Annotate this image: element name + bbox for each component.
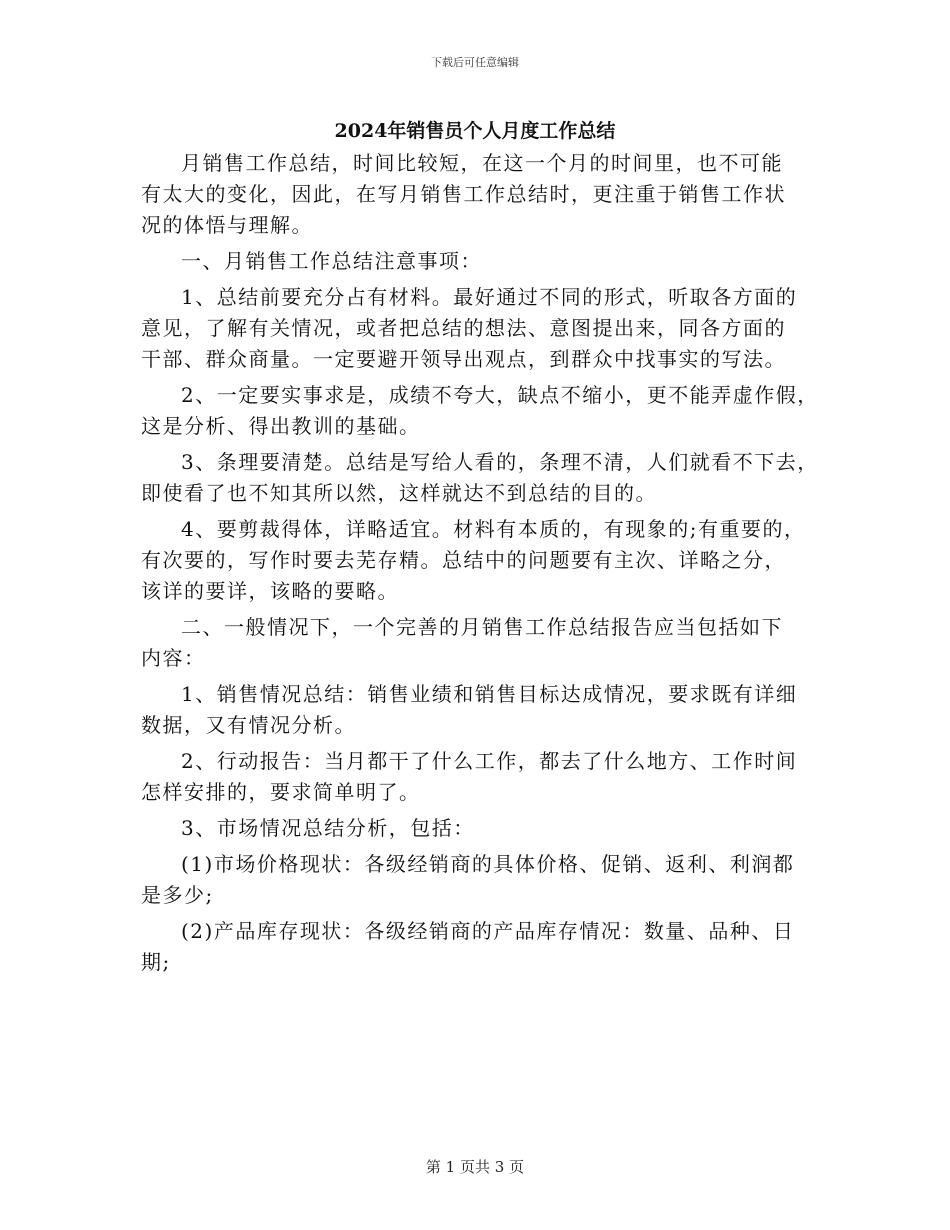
line: 2、行动报告：当月都干了什么工作，都去了什么地方、工作时间 — [181, 749, 798, 773]
line: 内容： — [141, 646, 206, 670]
line: (2)产品库存现状：各级经销商的产品库存情况：数量、品种、日 — [181, 919, 795, 943]
line: 3、市场情况总结分析，包括： — [181, 816, 475, 840]
paragraph-8 — [141, 679, 821, 741]
paragraph-4 — [141, 380, 821, 442]
line: 有太大的变化，因此，在写月销售工作总结时，更注重于销售工作状 — [141, 182, 786, 206]
line: 干部、群众商量。一定要避开领导出观点，到群众中找事实的写法。 — [141, 347, 786, 371]
line: 该详的要详，该略的要略。 — [141, 579, 399, 603]
line: 意见，了解有关情况，或者把总结的想法、意图提出来，同各方面的 — [141, 316, 786, 340]
header-note: 下载后可任意编辑 — [431, 56, 519, 69]
paragraph-11 — [141, 849, 821, 911]
paragraph-6 — [141, 514, 821, 607]
page-footer: 第 1 页共 3 页 — [425, 1158, 525, 1176]
line: (1)市场价格现状：各级经销商的具体价格、促销、返利、利润都 — [181, 852, 795, 876]
paragraph-1 — [141, 148, 821, 241]
line: 1、总结前要充分占有材料。最好通过不同的形式，听取各方面的 — [181, 285, 798, 309]
line: 数据，又有情况分析。 — [141, 713, 356, 737]
line: 这是分析、得出教训的基础。 — [141, 414, 421, 438]
line: 况的体悟与理解。 — [141, 213, 313, 237]
line: 是多少; — [141, 883, 214, 907]
paragraph-3 — [141, 282, 821, 375]
line: 2、一定要实事求是，成绩不夸大，缺点不缩小，更不能弄虚作假， — [181, 383, 819, 407]
section-heading-1 — [141, 246, 821, 277]
line: 4、要剪裁得体，详略适宜。材料有本质的，有现象的;有重要的， — [181, 517, 806, 541]
line: 月销售工作总结，时间比较短，在这一个月的时间里，也不可能 — [181, 151, 783, 175]
line: 期; — [141, 950, 171, 974]
line: 1、销售情况总结：销售业绩和销售目标达成情况，要求既有详细 — [181, 682, 798, 706]
line: 即使看了也不知其所以然，这样就达不到总结的目的。 — [141, 481, 657, 505]
line: 一、月销售工作总结注意事项： — [181, 249, 482, 273]
paragraph-9 — [141, 746, 821, 808]
paragraph-5 — [141, 447, 821, 509]
line: 3、条理要清楚。总结是写给人看的，条理不清，人们就看不下去， — [181, 450, 819, 474]
paragraph-12 — [141, 916, 821, 978]
line: 二、一般情况下，一个完善的月销售工作总结报告应当包括如下 — [181, 615, 783, 639]
line: 怎样安排的，要求简单明了。 — [141, 780, 421, 804]
document-title: 2024年销售员个人月度工作总结 — [334, 120, 616, 142]
paragraph-10 — [141, 813, 821, 844]
line: 有次要的，写作时要去芜存精。总结中的问题要有主次、详略之分， — [141, 548, 786, 572]
section-heading-2 — [141, 612, 821, 674]
document-body — [141, 148, 821, 983]
